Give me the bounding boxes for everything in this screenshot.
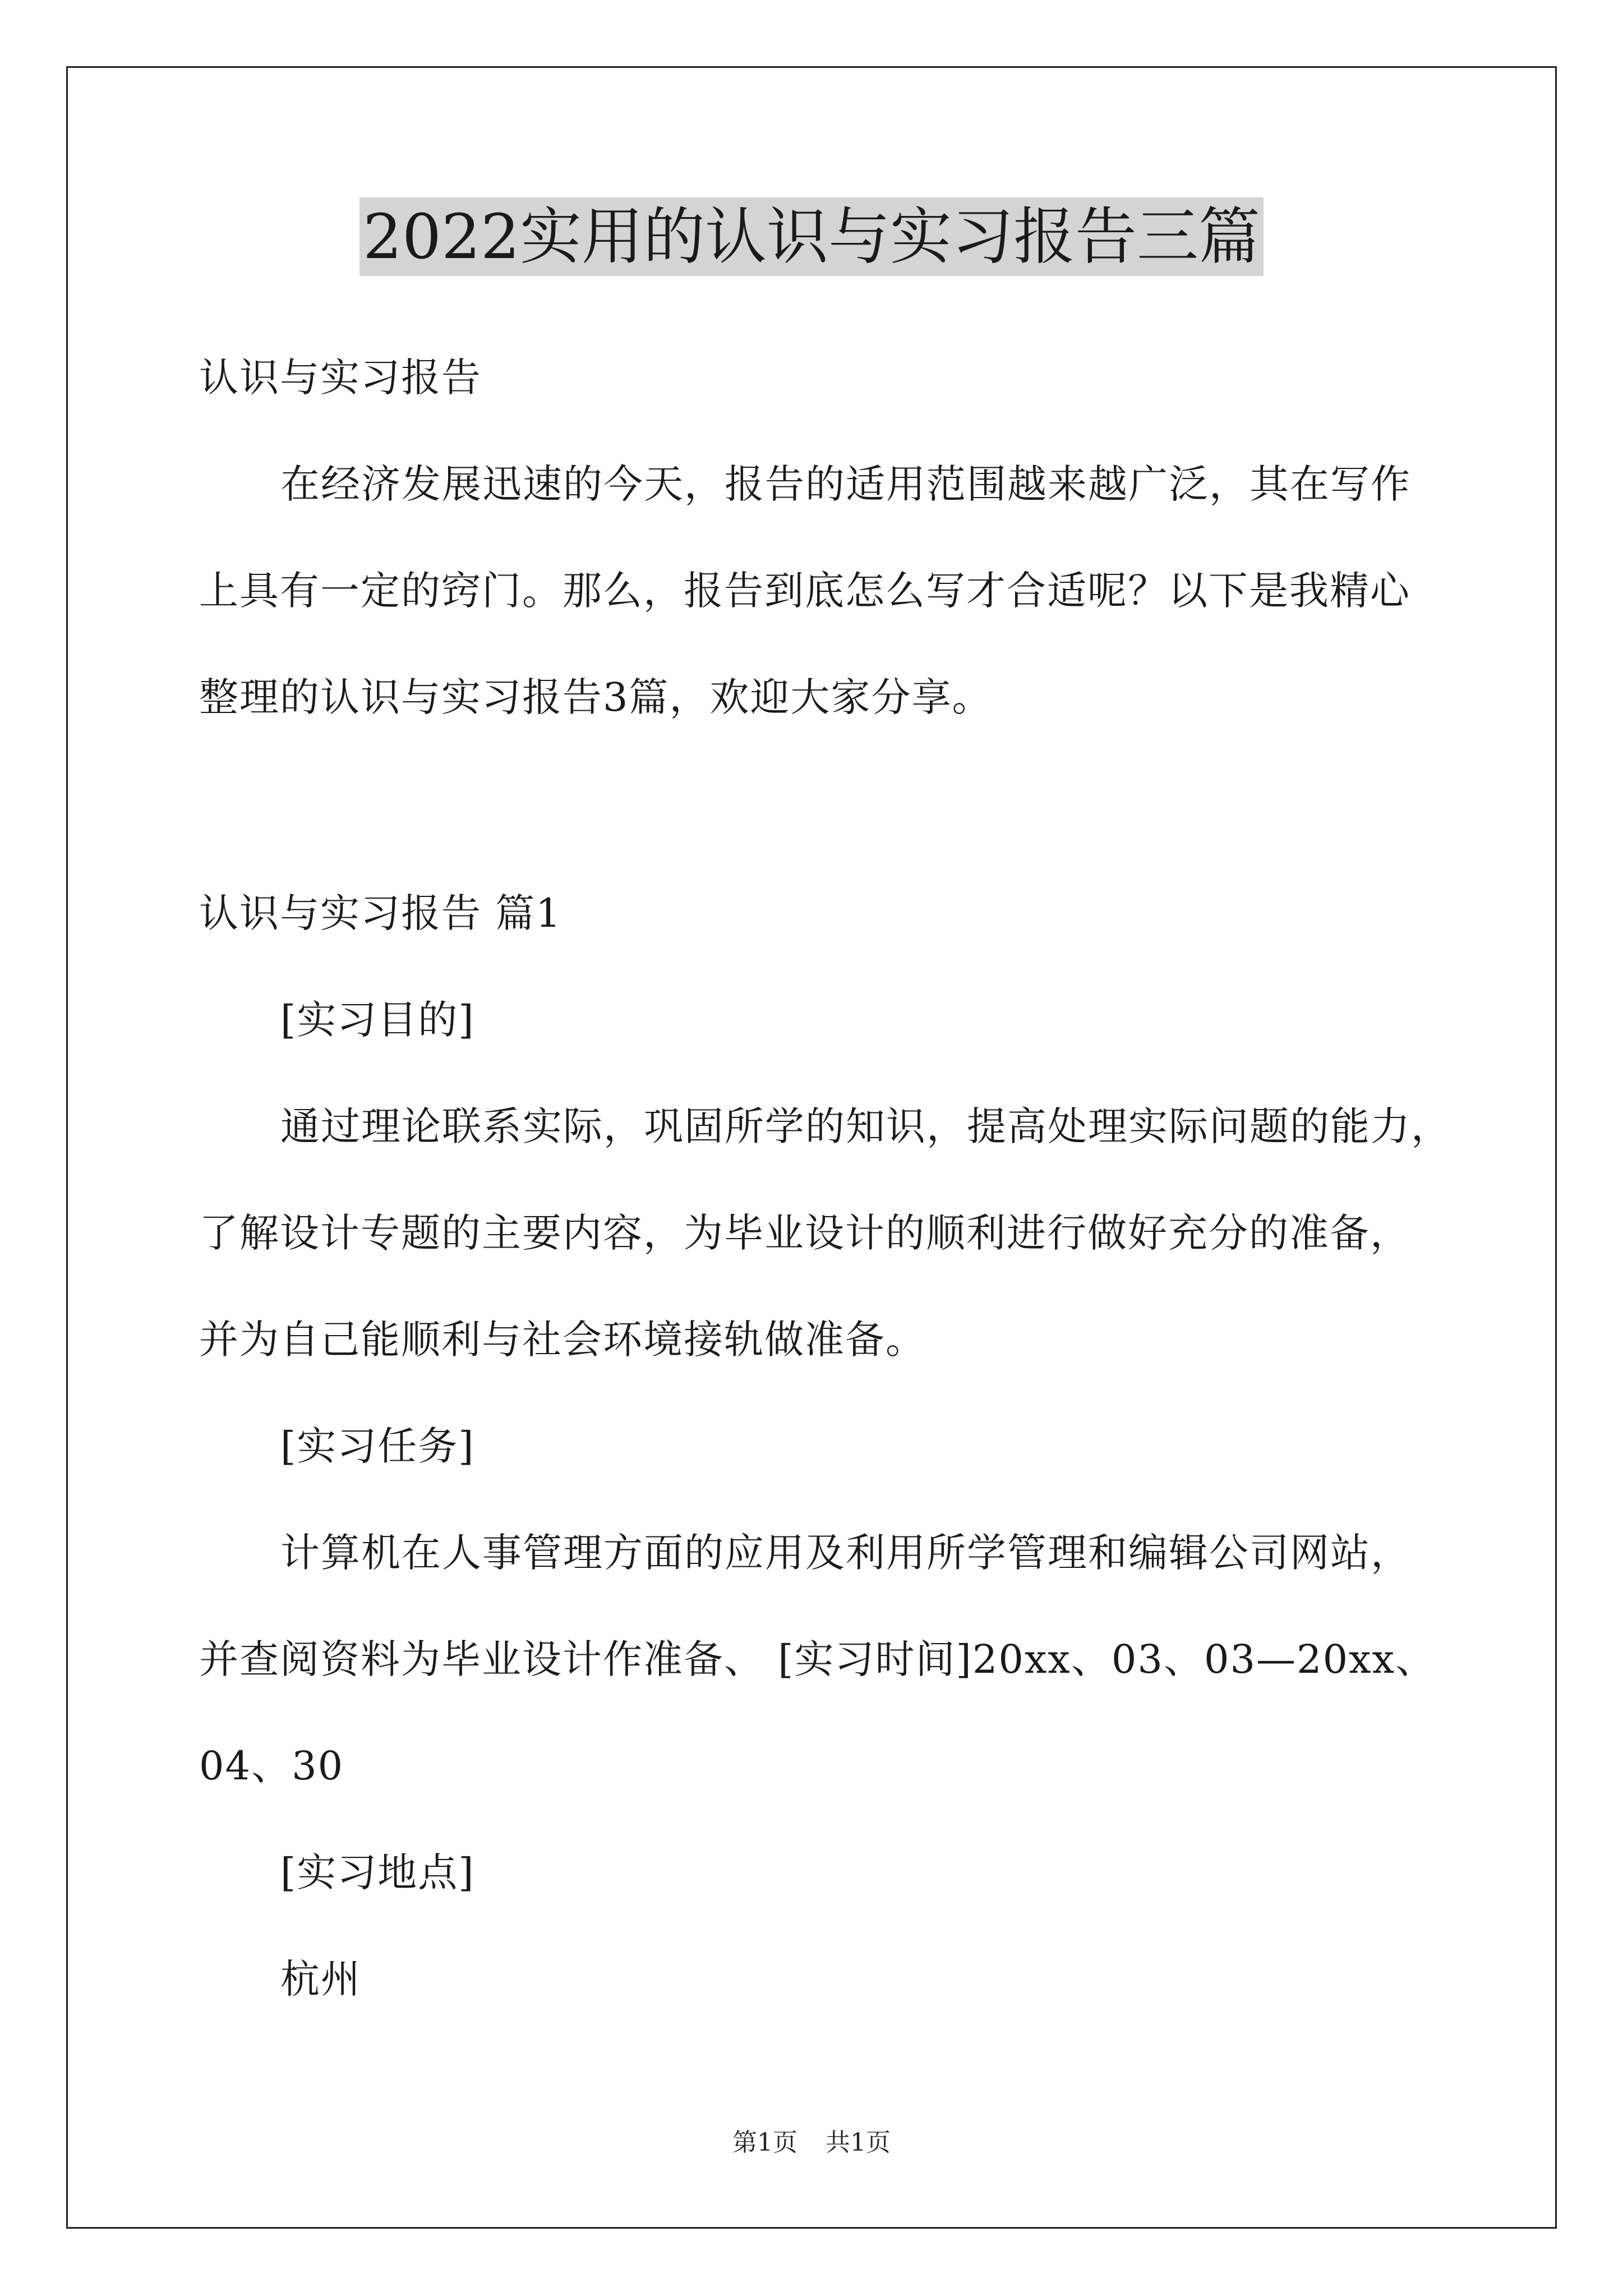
subheading-purpose: [实习目的] [280, 997, 475, 1043]
intro-line-1: 在经济发展迅速的今天，报告的适用范围越来越广泛，其在写作 [280, 461, 1411, 507]
purpose-line-1: 通过理论联系实际，巩固所学的知识，提高处理实际问题的能力， [280, 1103, 1451, 1149]
title-container [0, 197, 1623, 276]
intro-line-2: 上具有一定的窍门。那么，报告到底怎么写才合适呢？以下是我精心 [199, 568, 1410, 614]
subheading-task: [实习任务] [280, 1423, 475, 1469]
document-title: 2022实用的认识与实习报告三篇 [359, 197, 1264, 276]
page-number: 第1页 [732, 2128, 797, 2157]
purpose-line-2: 了解设计专题的主要内容，为毕业设计的顺利进行做好充分的准备， [199, 1210, 1410, 1256]
page-footer [0, 2126, 1623, 2160]
chapter-heading: 认识与实习报告 篇1 [199, 890, 562, 936]
intro-line-3: 整理的认识与实习报告3篇，欢迎大家分享。 [199, 674, 993, 720]
section-heading: 认识与实习报告 [199, 355, 482, 401]
subheading-location: [实习地点] [280, 1849, 475, 1895]
purpose-line-3: 并为自己能顺利与社会环境接轨做准备。 [199, 1317, 926, 1363]
page-total: 共1页 [826, 2128, 891, 2157]
task-line-1: 计算机在人事管理方面的应用及利用所学管理和编辑公司网站， [280, 1530, 1411, 1576]
task-line-3: 04、30 [199, 1743, 344, 1789]
location-value: 杭州 [280, 1956, 361, 2002]
task-line-2: 并查阅资料为毕业设计作准备、 [实习时间]20xx、03、03—20xx、 [199, 1636, 1436, 1682]
